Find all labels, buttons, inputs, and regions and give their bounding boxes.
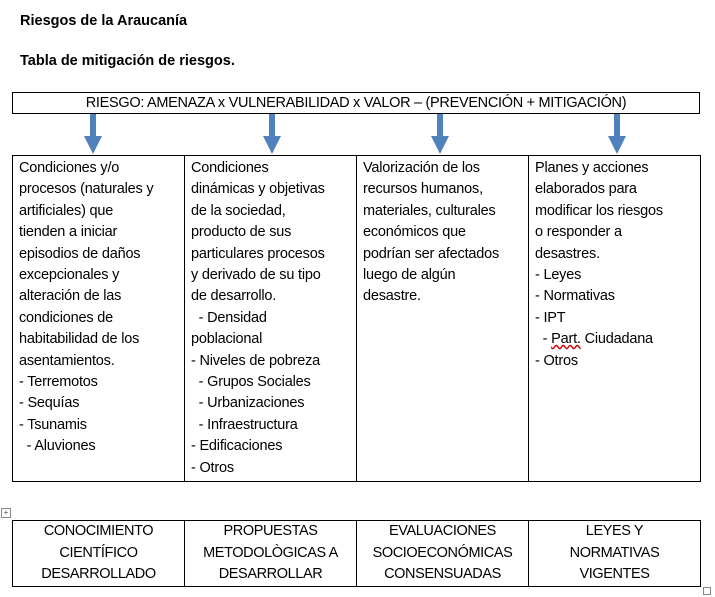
cell-text-line: económicos que [363,224,466,241]
cell-text-line: - Otros [191,459,234,476]
table-move-handle-icon[interactable]: + [1,508,11,518]
cell-text-line: - Part. Ciudadana [535,331,653,348]
cell-text-line: DESARROLLADO [41,566,156,583]
cell-text-line: VIGENTES [579,566,650,583]
cell-text-line: - Sequías [19,395,80,412]
cell-text-line: - Terremotos [19,374,98,391]
cell-text-line: Condiciones y/o [19,160,120,176]
cell-text-line: LEYES Y [585,523,644,540]
cell-text-line: CONSENSUADAS [384,566,501,583]
outcome-cell [357,521,529,587]
cell-text-line: desastre. [363,288,421,305]
cell-text-line: alteración de las [19,288,122,305]
down-arrow-icon [262,114,282,154]
cell-text-line: tienden a iniciar [19,224,118,241]
down-arrow-icon [430,114,450,154]
outcome-cell [529,521,701,587]
cell-text-line: producto de sus [191,224,292,241]
cell-text-line: - Niveles de pobreza [191,352,320,369]
cell-text-line: Planes y acciones [535,160,649,176]
outcomes-table [12,520,701,587]
cell-text-line: - Grupos Sociales [191,374,311,391]
cell-text-line: - Aluviones [19,438,96,455]
risk-component-cell [357,156,529,482]
cell-text-line: materiales, culturales [363,202,496,219]
cell-text-line: excepcionales y [19,267,120,284]
cell-text-line: - Normativas [535,288,615,305]
outcome-cell [185,521,357,587]
cell-text-line: procesos (naturales y [19,181,154,198]
risk-component-cell [13,156,185,482]
cell-text-line: Valorización de los [363,160,480,176]
cell-text-line: METODOLÒGICAS A [203,544,338,561]
document-title: Riesgos de la Araucanía [20,13,188,29]
cell-text-line: NORMATIVAS [569,544,660,561]
cell-text-line: SOCIOECONÓMICAS [372,544,513,561]
cell-text-line: de la sociedad, [191,202,286,219]
cell-text-line: particulares procesos [191,245,325,262]
document-subtitle: Tabla de mitigación de riesgos. [20,53,235,69]
down-arrow-icon [83,114,103,154]
down-arrow-icon [607,114,627,154]
cell-text-line: EVALUACIONES [389,523,496,540]
cell-text-line: elaborados para [535,181,637,198]
cell-text-line: condiciones de [19,309,113,326]
cell-text-line: - Urbanizaciones [191,395,305,412]
cell-text-line: Condiciones [191,160,269,176]
risk-components-table [12,155,701,482]
cell-text-line: - Tsunamis [19,416,87,433]
cell-text-line: artificiales) que [19,202,114,219]
risk-component-cell [185,156,357,482]
cell-text-line: - Leyes [535,267,582,284]
cell-text-line: recursos humanos, [363,181,483,198]
cell-text-line: y derivado de su tipo [191,267,321,284]
table-resize-handle-icon[interactable] [703,587,711,595]
cell-text-line: podrían ser afectados [363,245,500,262]
risk-formula-box: RIESGO: AMENAZA x VULNERABILIDAD x VALOR – (PREVENCIÓN + MITIGACIÓN) [12,92,700,114]
cell-text-line: - Edificaciones [191,438,283,455]
cell-text-line: - IPT [535,309,566,326]
cell-text-line: - Otros [535,352,578,369]
cell-text-line: habitabilidad de los [19,331,140,348]
cell-text-line: CONOCIMIENTO [43,523,154,540]
cell-text-line: poblacional [191,331,263,348]
cell-text-line: CIENTÍFICO [59,544,138,561]
cell-text-line: DESARROLLAR [218,566,323,583]
cell-text-line: desastres. [535,245,600,262]
cell-text-line: modificar los riesgos [535,202,663,219]
cell-text-line: asentamientos. [19,352,115,369]
cell-text-line: o responder a [535,224,622,241]
cell-text-line: - Densidad [191,309,267,326]
cell-text-line: luego de algún [363,267,456,284]
risk-component-cell [529,156,701,482]
cell-text-line: de desarrollo. [191,288,277,305]
cell-text-line: episodios de daños [19,245,141,262]
cell-text-line: PROPUESTAS [223,523,318,540]
cell-text-line: dinámicas y objetivas [191,181,325,198]
outcome-cell [13,521,185,587]
cell-text-line: - Infraestructura [191,416,298,433]
